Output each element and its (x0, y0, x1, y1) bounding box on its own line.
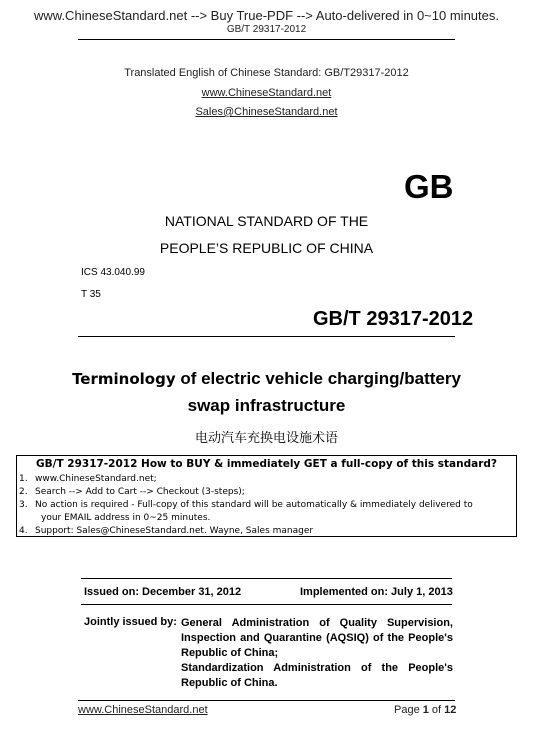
footer-website-link[interactable]: www.ChineseStandard.net (78, 704, 208, 716)
title-chinese: 电动汽车充换电设施术语 (194, 431, 338, 446)
footer-divider (78, 700, 455, 701)
list-item (17, 473, 473, 486)
page-current: 1 (422, 704, 429, 716)
page-prefix: Page (394, 704, 423, 716)
issuing-authority-sac: Standardization Administration of the People's Republic of China. (181, 662, 453, 689)
dates-top-divider (81, 578, 452, 579)
step-text: Support: Sales@ChineseStandard.net. Wayne, Sales manager (35, 526, 314, 536)
step-number: 3. (19, 500, 28, 510)
page-total: 12 (444, 704, 457, 716)
translation-note: Translated English of Chinese Standard: GB/T29317-2012 (124, 67, 409, 79)
national-standard-line2: PEOPLE’S REPUBLIC OF CHINA (159, 240, 374, 256)
title-line2: swap infrastructure (187, 396, 346, 415)
national-standard-line1: NATIONAL STANDARD OF THE (164, 213, 369, 229)
list-item (17, 486, 473, 499)
ics-code: ICS 43.040.99 (81, 267, 145, 278)
page-of: of (428, 704, 445, 716)
jointly-issued-label: Jointly issued by: (84, 616, 177, 628)
issued-date: Issued on: December 31, 2012 (84, 586, 242, 598)
top-banner: www.ChineseStandard.net --> Buy True-PDF --> Auto-delivered in 0~10 minutes. (34, 8, 499, 23)
dates-bottom-divider (81, 604, 452, 605)
step-text[interactable]: www.ChineseStandard.net; (35, 474, 157, 484)
issuing-authority-aqsiq: General Administration of Quality Supervision, Inspection and Quarantine (AQSIQ) of the People's Republic of China; (181, 617, 453, 659)
page-indicator (394, 704, 456, 716)
list-item (17, 499, 473, 525)
list-item (17, 525, 473, 538)
header-divider (78, 39, 455, 40)
standard-number: GB/T 29317-2012 (313, 308, 474, 330)
step-number: 2. (19, 487, 28, 497)
implemented-date: Implemented on: July 1, 2013 (300, 586, 453, 598)
buy-instructions-box (16, 455, 517, 537)
title-lead: Terminology (72, 370, 176, 388)
title-line1 (0, 369, 533, 389)
buy-box-title: GB/T 29317-2012 How to BUY & immediately GET a full-copy of this standard? (36, 458, 497, 470)
title-line1-rest: of electric vehicle charging/battery (175, 369, 461, 388)
gb-logo: GB (404, 168, 454, 205)
header-standard-code: GB/T 29317-2012 (226, 24, 307, 35)
t-code: T 35 (81, 289, 101, 300)
website-link[interactable]: www.ChineseStandard.net (201, 87, 332, 99)
step-text-continued: your EMAIL address in 0~25 minutes. (41, 513, 211, 523)
step-text: Search --> Add to Cart --> Checkout (3-steps); (35, 487, 245, 497)
buy-steps-list (17, 473, 473, 538)
title-divider (78, 336, 455, 337)
step-text: No action is required - Full-copy of this standard will be automatically & immediately delivered to (35, 500, 473, 510)
email-link[interactable]: Sales@ChineseStandard.net (195, 106, 338, 118)
step-number: 4. (19, 526, 28, 536)
step-number: 1. (19, 474, 28, 484)
